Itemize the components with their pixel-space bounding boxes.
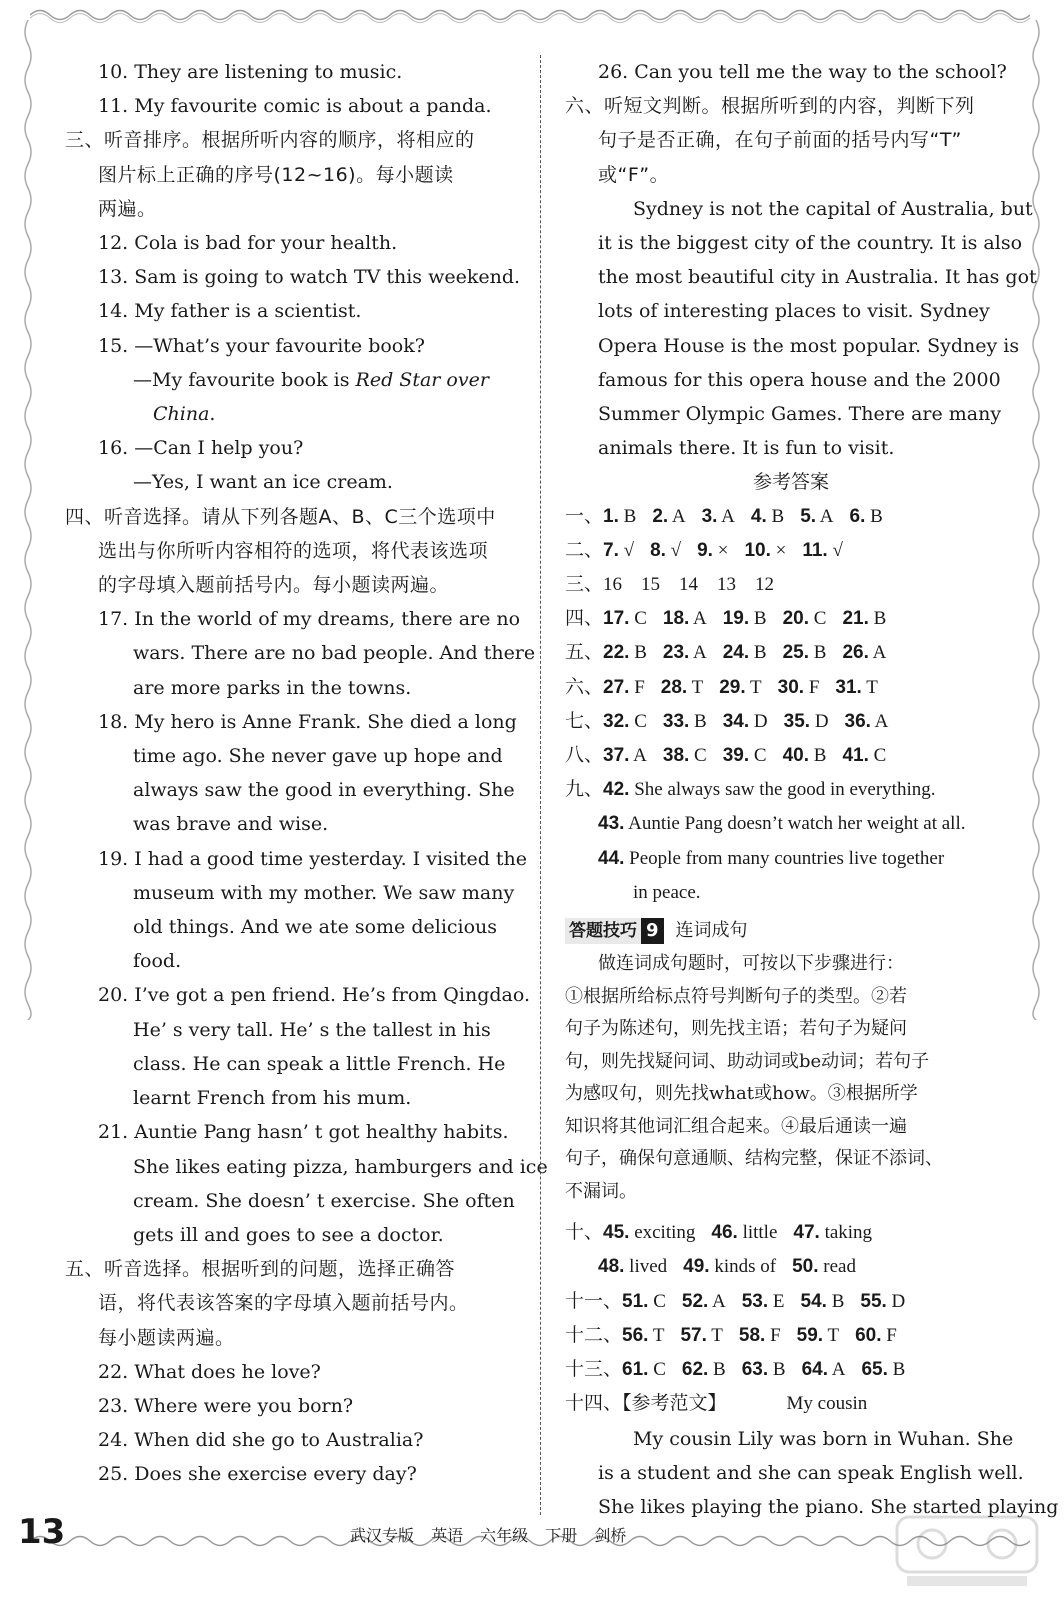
answer-value: B bbox=[629, 642, 647, 664]
answer-value: lived bbox=[624, 1256, 668, 1278]
script-line: —Yes, I want an ice cream. bbox=[133, 471, 393, 494]
answer-value: B bbox=[887, 1359, 906, 1381]
tip-line: 句子，确保句意通顺、结构完整，保证不添词、 bbox=[565, 1148, 943, 1170]
answer-number: 32. bbox=[603, 710, 630, 732]
answer-item bbox=[661, 671, 703, 705]
answer-text: Auntie Pang doesn’t watch her weight at all. bbox=[624, 813, 966, 835]
answer-value: C bbox=[629, 710, 647, 732]
answer-item bbox=[842, 636, 886, 670]
tip-heading bbox=[565, 914, 1017, 948]
column-divider bbox=[540, 55, 541, 1515]
answer-number: 60. bbox=[855, 1324, 882, 1346]
answer-number: 23. bbox=[662, 642, 690, 664]
answer-number: 19. bbox=[722, 608, 750, 630]
answer-item bbox=[683, 1250, 776, 1284]
answer-item bbox=[663, 705, 707, 739]
answer-item bbox=[845, 705, 889, 739]
script-line: learnt French from his mum. bbox=[133, 1087, 412, 1110]
script-line: She likes eating pizza, hamburgers and ice bbox=[133, 1155, 548, 1178]
section-heading: 选出与你所听内容相符的选项，将代表该选项 bbox=[98, 539, 489, 562]
answer-value: B bbox=[768, 1359, 786, 1381]
answer-number: 63. bbox=[741, 1359, 769, 1381]
answer-item bbox=[802, 1353, 846, 1387]
answer-item bbox=[682, 1353, 726, 1387]
answer-number: 2. bbox=[652, 505, 669, 527]
answer-value: kinds of bbox=[709, 1256, 777, 1278]
essay-title: My cousin bbox=[786, 1393, 868, 1415]
section-heading: 语，将代表该答案的字母填入题前括号内。 bbox=[98, 1292, 469, 1315]
watermark-logo bbox=[892, 1512, 1042, 1592]
answer-row bbox=[565, 807, 1017, 841]
answer-item bbox=[603, 671, 645, 705]
script-line: 17. In the world of my dreams, there are no bbox=[98, 608, 521, 631]
script-line: gets ill and goes to see a doctor. bbox=[133, 1223, 444, 1246]
answer-row bbox=[565, 739, 1017, 773]
answer-number: 26. bbox=[842, 642, 869, 664]
section-heading: 四、听音选择。请从下列各题A、B、C三个选项中 bbox=[65, 505, 496, 528]
left-column bbox=[65, 55, 548, 1492]
tip-line: 句子为陈述句，则先找主语；若句子为疑问 bbox=[565, 1018, 907, 1040]
answer-value: B bbox=[708, 1359, 726, 1381]
answer-item bbox=[742, 1353, 786, 1387]
answer-value: A bbox=[708, 1290, 726, 1312]
answer-number: 37. bbox=[603, 745, 630, 767]
answer-value: exciting bbox=[629, 1222, 696, 1244]
answer-value: T bbox=[861, 676, 878, 698]
answer-value: A bbox=[870, 710, 889, 732]
script-line: 21. Auntie Pang hasn’ t got healthy habits. bbox=[98, 1121, 509, 1144]
answer-prefix: 七、 bbox=[565, 710, 604, 732]
answer-item bbox=[663, 739, 707, 773]
answer-value: F bbox=[881, 1324, 897, 1346]
passage-line: lots of interesting places to visit. Sydney bbox=[598, 300, 990, 323]
answer-value: A bbox=[717, 505, 735, 527]
answer-item bbox=[652, 500, 685, 534]
script-line: 22. What does he love? bbox=[98, 1360, 321, 1383]
left-border-ornament bbox=[22, 20, 34, 1020]
answer-prefix: 六、 bbox=[565, 676, 604, 698]
answer-item bbox=[680, 1319, 722, 1353]
script-line: 19. I had a good time yesterday. I visited the bbox=[98, 847, 528, 870]
answer-number: 36. bbox=[844, 710, 871, 732]
answer-prefix: 十二、 bbox=[565, 1324, 623, 1346]
book-title: Red Star over bbox=[355, 368, 489, 391]
answer-value: C bbox=[809, 608, 827, 630]
answer-prefix: 十四、【参考范文】 bbox=[565, 1393, 727, 1415]
answer-number: 27. bbox=[603, 676, 630, 698]
tip-line: 知识将其他词汇组合起来。④最后通读一遍 bbox=[565, 1115, 907, 1137]
passage-line: Summer Olympic Games. There are many bbox=[598, 403, 1002, 426]
essay-line: My cousin Lily was born in Wuhan. She bbox=[633, 1427, 1014, 1450]
answer-value: B bbox=[749, 608, 767, 630]
script-line: wars. There are no bad people. And there bbox=[133, 642, 536, 665]
answer-value: C bbox=[868, 745, 887, 767]
top-border-ornament bbox=[30, 6, 1030, 24]
answer-item bbox=[682, 1285, 726, 1319]
right-border-ornament bbox=[1030, 20, 1042, 1020]
answer-prefix: 九、 bbox=[565, 779, 604, 801]
answer-number: 8. bbox=[650, 539, 666, 561]
answer-value: D bbox=[886, 1290, 906, 1312]
answer-number: 17. bbox=[603, 608, 630, 630]
answer-item bbox=[744, 534, 786, 568]
answer-row bbox=[565, 1216, 1017, 1250]
answer-number: 40. bbox=[782, 745, 810, 767]
section-heading: 图片标上正确的序号(12~16)。每小题读 bbox=[98, 163, 454, 186]
tip-name: 连词成句 bbox=[675, 920, 748, 942]
answer-item bbox=[861, 1353, 905, 1387]
answer-item bbox=[702, 500, 735, 534]
script-line: 16. —Can I help you? bbox=[98, 437, 304, 460]
answer-item bbox=[783, 636, 827, 670]
answer-number: 1. bbox=[603, 505, 619, 527]
passage-line: animals there. It is fun to visit. bbox=[598, 437, 895, 460]
answer-row bbox=[565, 534, 1017, 568]
script-line: always saw the good in everything. She bbox=[133, 779, 515, 802]
passage-line: famous for this opera house and the 2000 bbox=[598, 368, 1001, 391]
script-line: food. bbox=[133, 950, 182, 973]
tip-badge: 答题技巧 bbox=[565, 918, 641, 944]
answer-prefix: 五、 bbox=[565, 642, 604, 664]
answer-item bbox=[835, 671, 877, 705]
answer-item bbox=[719, 671, 761, 705]
answer-item bbox=[603, 1216, 695, 1250]
passage-line: Opera House is the most popular. Sydney is bbox=[598, 334, 1020, 357]
answer-number: 9. bbox=[697, 539, 713, 561]
answer-value: √ bbox=[618, 539, 635, 561]
answer-value: C bbox=[629, 608, 647, 630]
answer-number: 22. bbox=[603, 642, 630, 664]
answer-item bbox=[622, 1285, 666, 1319]
answer-number: 39. bbox=[722, 745, 750, 767]
answer-number: 58. bbox=[738, 1324, 766, 1346]
answer-item bbox=[855, 1319, 897, 1353]
answer-value: A bbox=[828, 1359, 846, 1381]
answer-item bbox=[783, 602, 827, 636]
answer-item bbox=[603, 636, 647, 670]
answer-item bbox=[723, 636, 767, 670]
answer-value: B bbox=[749, 642, 767, 664]
answer-number: 21. bbox=[842, 608, 869, 630]
answer-number: 45. bbox=[603, 1222, 630, 1244]
footer-text: 武汉专版 英语 六年级 下册 剑桥 bbox=[350, 1526, 627, 1545]
tip-line: 句，则先找疑问词、助动词或be动词；若句子 bbox=[565, 1050, 930, 1072]
answer-number: 25. bbox=[782, 642, 810, 664]
answer-number: 54. bbox=[800, 1290, 827, 1312]
script-line: 20. I’ve got a pen friend. He’s from Qingdao. bbox=[98, 984, 530, 1007]
answer-text: She always saw the good in everything. bbox=[629, 779, 936, 801]
answer-value: B bbox=[868, 608, 887, 630]
answer-value: F bbox=[629, 676, 645, 698]
answer-number: 7. bbox=[603, 539, 619, 561]
answer-number: 62. bbox=[681, 1359, 709, 1381]
answer-row bbox=[565, 773, 1017, 807]
tip-line: 为感叹句，则先找what或how。③根据所学 bbox=[565, 1083, 918, 1105]
answer-item bbox=[598, 1250, 667, 1284]
answer-item bbox=[603, 739, 647, 773]
answer-item bbox=[797, 1319, 839, 1353]
answer-number: 42. bbox=[603, 779, 630, 801]
answer-value: A bbox=[689, 642, 707, 664]
answer-value: C bbox=[749, 745, 767, 767]
page-number: 13 bbox=[18, 1512, 66, 1552]
section-heading: 每小题读两遍。 bbox=[98, 1326, 235, 1349]
answer-item bbox=[723, 739, 767, 773]
answer-number: 61. bbox=[622, 1359, 649, 1381]
answer-value: E bbox=[768, 1290, 785, 1312]
answer-row bbox=[565, 1387, 1017, 1421]
answer-number: 3. bbox=[701, 505, 718, 527]
answer-number: 47. bbox=[793, 1222, 820, 1244]
answer-item bbox=[783, 739, 827, 773]
answer-item bbox=[663, 636, 707, 670]
answer-item bbox=[842, 602, 886, 636]
section-heading: 六、听短文判断。根据所听到的内容，判断下列 bbox=[565, 95, 975, 118]
answer-number: 43. bbox=[598, 813, 625, 835]
answer-number: 35. bbox=[783, 710, 811, 732]
script-line: 11. My favourite comic is about a panda. bbox=[98, 95, 492, 118]
answer-number: 53. bbox=[741, 1290, 769, 1312]
answer-item bbox=[850, 500, 883, 534]
answer-number: 51. bbox=[622, 1290, 649, 1312]
answer-number: 6. bbox=[849, 505, 866, 527]
answer-number: 29. bbox=[719, 676, 746, 698]
section-heading: 的字母填入题前括号内。每小题读两遍。 bbox=[98, 574, 450, 597]
essay-line: She likes playing the piano. She started playing bbox=[598, 1495, 1059, 1518]
answer-number: 48. bbox=[598, 1256, 625, 1278]
answer-number: 10. bbox=[744, 539, 771, 561]
script-line: are more parks in the towns. bbox=[133, 676, 412, 699]
answer-number: 34. bbox=[722, 710, 750, 732]
answer-item bbox=[739, 1319, 781, 1353]
script-line: class. He can speak a little French. He bbox=[133, 1052, 506, 1075]
answer-prefix: 四、 bbox=[565, 608, 604, 630]
answer-item bbox=[622, 1353, 666, 1387]
answer-row bbox=[565, 1319, 1017, 1353]
answer-value: A bbox=[629, 745, 647, 767]
answer-item bbox=[751, 500, 784, 534]
answer-row bbox=[565, 671, 1017, 705]
answer-row bbox=[565, 1250, 1017, 1284]
answer-value: × bbox=[712, 539, 729, 561]
tip-line: 不漏词。 bbox=[565, 1180, 637, 1202]
answer-item bbox=[792, 1250, 856, 1284]
answer-row bbox=[565, 1285, 1017, 1319]
answer-value: A bbox=[668, 505, 686, 527]
answer-number: 49. bbox=[683, 1256, 710, 1278]
answer-item bbox=[622, 1319, 664, 1353]
script-line: museum with my mother. We saw many bbox=[133, 881, 515, 904]
answer-number: 30. bbox=[777, 676, 805, 698]
answer-number: 31. bbox=[835, 676, 862, 698]
answer-item bbox=[697, 534, 728, 568]
tip-line: ①根据所给标点符号判断句子的类型。②若 bbox=[565, 985, 907, 1007]
answer-value: A bbox=[816, 505, 834, 527]
answer-value: √ bbox=[665, 539, 682, 561]
answer-item bbox=[603, 705, 647, 739]
answer-value: read bbox=[818, 1256, 856, 1278]
answer-value: T bbox=[687, 676, 704, 698]
answer-key-title: 参考答案 bbox=[752, 471, 829, 494]
script-line bbox=[65, 363, 515, 397]
answer-row: in peace. bbox=[633, 881, 701, 903]
answer-item bbox=[802, 534, 843, 568]
answer-value: T bbox=[745, 676, 762, 698]
answer-item bbox=[723, 705, 768, 739]
script-line: 12. Cola is bad for your health. bbox=[98, 232, 398, 255]
answer-value: A bbox=[868, 642, 887, 664]
answer-item bbox=[793, 1216, 872, 1250]
answer-value: √ bbox=[827, 539, 843, 561]
answer-number: 44. bbox=[598, 847, 625, 869]
script-line: 25. Does she exercise every day? bbox=[98, 1463, 417, 1486]
answer-row bbox=[565, 602, 1017, 636]
answer-value: B bbox=[766, 505, 785, 527]
section-heading: 或“F”。 bbox=[598, 163, 670, 186]
answer-item bbox=[711, 1216, 777, 1250]
answer-text: People from many countries live together bbox=[624, 847, 945, 869]
script-line: 23. Where were you born? bbox=[98, 1394, 354, 1417]
script-text: —My favourite book is bbox=[133, 368, 350, 391]
answer-value: B bbox=[618, 505, 637, 527]
answer-value: A bbox=[689, 608, 707, 630]
answer-number: 64. bbox=[801, 1359, 829, 1381]
answer-prefix: 一、 bbox=[565, 505, 604, 527]
section-heading: 五、听音选择。根据听到的问题，选择正确答 bbox=[65, 1258, 456, 1281]
answer-prefix: 十、 bbox=[565, 1222, 604, 1244]
answer-item bbox=[650, 534, 681, 568]
answer-prefix: 十一、 bbox=[565, 1290, 623, 1312]
section-heading: 两遍。 bbox=[98, 197, 157, 220]
answer-value: F bbox=[804, 676, 820, 698]
answer-item bbox=[842, 739, 886, 773]
answer-value: B bbox=[809, 745, 827, 767]
answer-row bbox=[565, 636, 1017, 670]
answer-number: 50. bbox=[792, 1256, 819, 1278]
right-column bbox=[565, 55, 1059, 1524]
script-line bbox=[65, 397, 515, 431]
answer-number: 4. bbox=[750, 505, 767, 527]
answer-number: 59. bbox=[796, 1324, 824, 1346]
answer-value: C bbox=[689, 745, 707, 767]
answer-number: 5. bbox=[800, 505, 817, 527]
section-heading: 句子是否正确，在句子前面的括号内写“T” bbox=[598, 129, 962, 152]
answer-number: 55. bbox=[860, 1290, 887, 1312]
section-heading: 三、听音排序。根据所听内容的顺序，将相应的 bbox=[65, 129, 475, 152]
answer-number: 11. bbox=[802, 539, 828, 561]
answer-value: T bbox=[823, 1324, 840, 1346]
answer-row bbox=[565, 500, 1017, 534]
answer-item bbox=[800, 500, 833, 534]
answer-value: F bbox=[765, 1324, 781, 1346]
script-line: time ago. She never gave up hope and bbox=[133, 745, 503, 768]
answer-prefix: 二、 bbox=[565, 539, 604, 561]
answer-value: B bbox=[865, 505, 883, 527]
answer-item bbox=[784, 705, 829, 739]
script-line: 26. Can you tell me the way to the school? bbox=[598, 61, 1007, 83]
script-line: cream. She doesn’ t exercise. She often bbox=[133, 1189, 515, 1212]
answer-item bbox=[860, 1285, 905, 1319]
script-line: He’ s very tall. He’ s the tallest in his bbox=[133, 1018, 491, 1041]
script-line: 24. When did she go to Australia? bbox=[98, 1429, 424, 1452]
answer-value: taking bbox=[819, 1222, 873, 1244]
answer-row bbox=[565, 705, 1017, 739]
script-line: 14. My father is a scientist. bbox=[98, 300, 362, 323]
essay-line: is a student and she can speak English well. bbox=[598, 1461, 1024, 1484]
answer-row: 三、16 15 14 13 12 bbox=[565, 574, 775, 596]
passage-line: it is the biggest city of the country. It is also bbox=[598, 232, 1023, 255]
answer-value: C bbox=[648, 1290, 666, 1312]
answer-number: 28. bbox=[660, 676, 688, 698]
answer-item bbox=[742, 1285, 785, 1319]
answer-value: C bbox=[648, 1359, 666, 1381]
answer-number: 56. bbox=[622, 1324, 649, 1346]
tip-line: 做连词成句题时，可按以下步骤进行： bbox=[598, 953, 904, 975]
answer-item bbox=[603, 534, 634, 568]
answer-prefix: 八、 bbox=[565, 745, 604, 767]
script-line: old things. And we ate some delicious bbox=[133, 916, 498, 939]
answer-item bbox=[603, 500, 636, 534]
answer-row bbox=[565, 842, 1017, 876]
answer-number: 57. bbox=[680, 1324, 707, 1346]
answer-prefix: 十三、 bbox=[565, 1359, 623, 1381]
answer-value: × bbox=[770, 539, 787, 561]
answer-value: T bbox=[648, 1324, 665, 1346]
tip-body bbox=[565, 948, 1017, 1208]
answer-number: 24. bbox=[722, 642, 750, 664]
answer-value: B bbox=[809, 642, 827, 664]
script-line: 15. —What’s your favourite book? bbox=[98, 334, 425, 357]
answer-value: D bbox=[749, 710, 768, 732]
answer-item bbox=[663, 602, 707, 636]
answer-value: B bbox=[826, 1290, 845, 1312]
script-line: 10. They are listening to music. bbox=[98, 61, 403, 83]
answer-number: 65. bbox=[861, 1359, 888, 1381]
answer-item bbox=[801, 1285, 845, 1319]
tip-number: 9 bbox=[641, 918, 664, 944]
answer-item bbox=[603, 602, 647, 636]
answer-number: 46. bbox=[711, 1222, 738, 1244]
answer-value: D bbox=[810, 710, 829, 732]
script-line: was brave and wise. bbox=[133, 813, 329, 836]
script-line: 18. My hero is Anne Frank. She died a long bbox=[98, 710, 517, 733]
book-title: China bbox=[153, 403, 210, 426]
answer-number: 20. bbox=[782, 608, 810, 630]
answer-number: 41. bbox=[842, 745, 869, 767]
answer-number: 52. bbox=[681, 1290, 709, 1312]
answer-item bbox=[778, 671, 820, 705]
answer-item bbox=[723, 602, 767, 636]
answer-number: 18. bbox=[662, 608, 690, 630]
passage-line: the most beautiful city in Australia. It has got bbox=[598, 266, 1037, 289]
passage-line: Sydney is not the capital of Australia, but bbox=[633, 197, 1033, 220]
script-line: 13. Sam is going to watch TV this weekend. bbox=[98, 266, 521, 289]
answer-value: B bbox=[689, 710, 707, 732]
answer-number: 38. bbox=[662, 745, 690, 767]
answer-value: little bbox=[737, 1222, 778, 1244]
answer-number: 33. bbox=[662, 710, 690, 732]
answer-row bbox=[565, 1353, 1017, 1387]
script-text: . bbox=[209, 403, 216, 426]
answer-value: T bbox=[706, 1324, 723, 1346]
